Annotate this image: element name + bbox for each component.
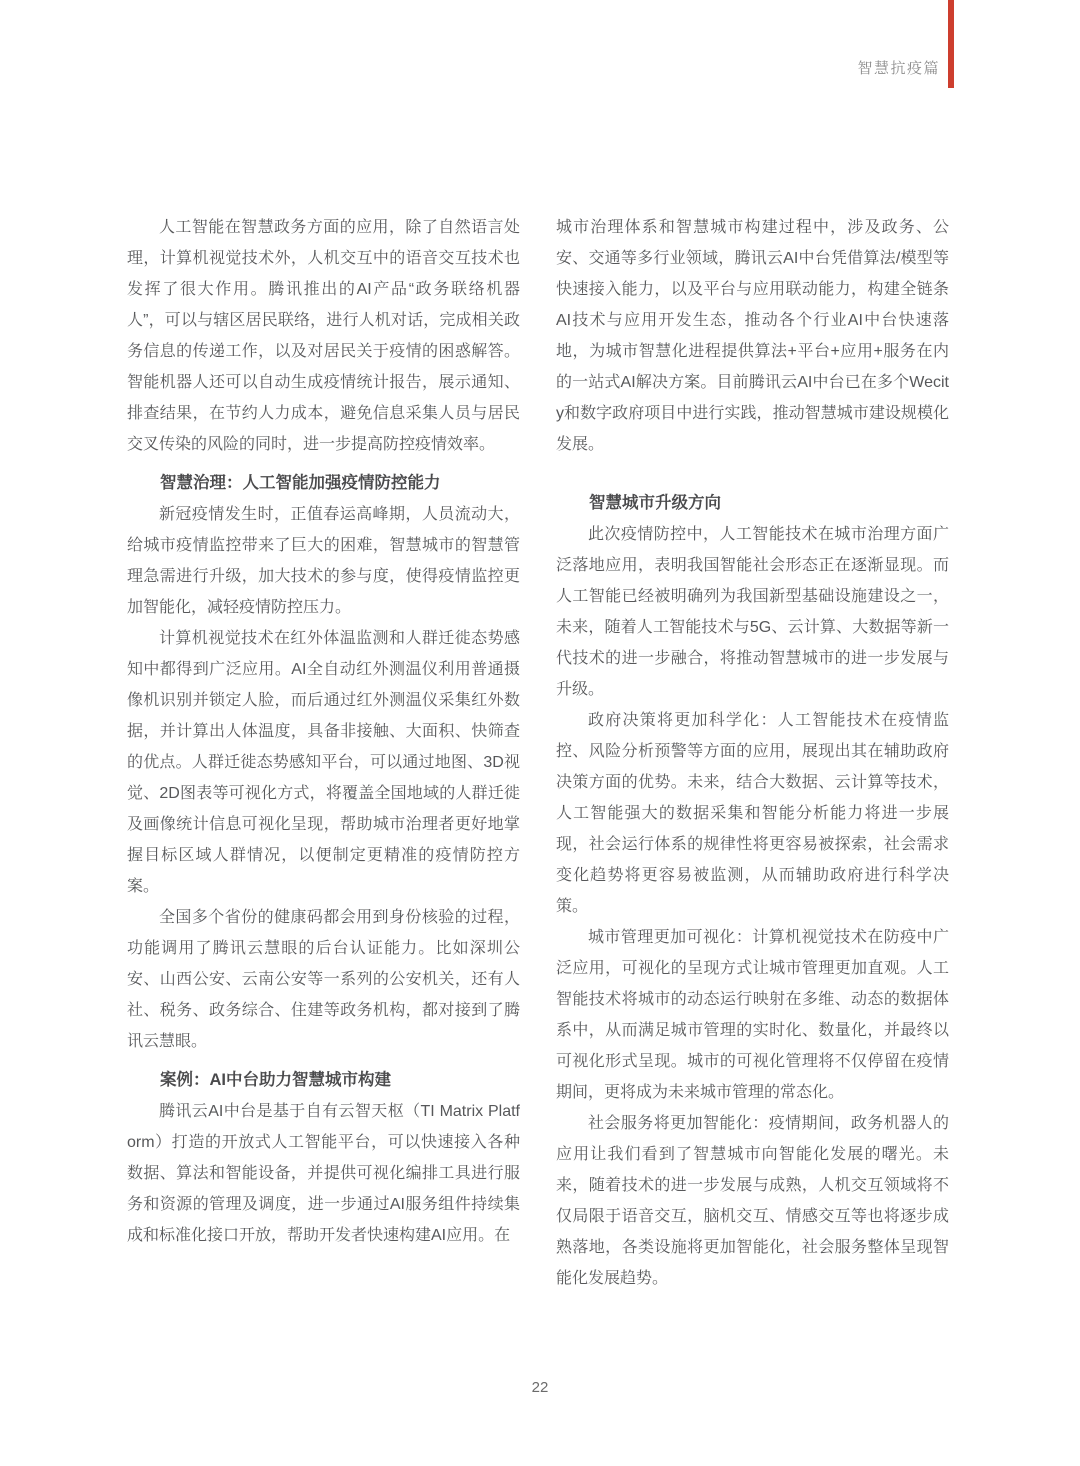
paragraph: 城市治理体系和智慧城市构建过程中，涉及政务、公安、交通等多行业领域，腾讯云AI中台凭借算法/模型等快速接入能力，以及平台与应用联动能力，构建全链条AI技术与应用开发生态，推动各个行业AI中台快速落地，为城市智慧化进程提供算法+平台+应用+服务在内的一站式AI解决方案。目前腾讯云AI中台已在多个Wecity和数字政府项目中进行实践，推动智慧城市建设规模化发展。: [556, 219, 949, 453]
section-heading: 智慧治理：人工智能加强疫情防控能力: [160, 474, 441, 492]
left-column: [127, 212, 520, 1294]
paragraph: 政府决策将更加科学化：人工智能技术在疫情监控、风险分析预警等方面的应用，展现出其在辅助政府决策方面的优势。未来，结合大数据、云计算等技术，人工智能强大的数据采集和智能分析能力将进一步展现，社会运行体系的规律性将更容易被探索，社会需求变化趋势将更容易被监测，从而辅助政府进行科学决策。: [556, 712, 949, 915]
paragraph: 人工智能在智慧政务方面的应用，除了自然语言处理，计算机视觉技术外，人机交互中的语音交互技术也发挥了很大作用。腾讯推出的AI产品“政务联络机器人”，可以与辖区居民联络，进行人机对话，完成相关政务信息的传递工作，以及对居民关于疫情的困惑解答。智能机器人还可以自动生成疫情统计报告，展示通知、排查结果，在节约人力成本，避免信息采集人员与居民交叉传染的风险的同时，进一步提高防控疫情效率。: [127, 219, 520, 453]
paragraph: 计算机视觉技术在红外体温监测和人群迁徙态势感知中都得到广泛应用。AI全自动红外测温仪利用普通摄像机识别并锁定人脸，而后通过红外测温仪采集红外数据，并计算出人体温度，具备非接触、大面积、快筛查的优点。人群迁徙态势感知平台，可以通过地图、3D视觉、2D图表等可视化方式，将覆盖全国地域的人群迁徙及画像统计信息可视化呈现，帮助城市治理者更好地掌握目标区域人群情况，以便制定更精准的疫情防控方案。: [127, 630, 520, 895]
chapter-marker-bar: [948, 0, 954, 88]
chapter-label: 智慧抗疫篇: [857, 60, 940, 77]
paragraph: 城市管理更加可视化：计算机视觉技术在防疫中广泛应用，可视化的呈现方式让城市管理更加直观。人工智能技术将城市的动态运行映射在多维、动态的数据体系中，从而满足城市管理的实时化、数量化，并最终以可视化形式呈现。城市的可视化管理将不仅停留在疫情期间，更将成为未来城市管理的常态化。: [556, 929, 949, 1101]
paragraph: 全国多个省份的健康码都会用到身份核验的过程，功能调用了腾讯云慧眼的后台认证能力。比如深圳公安、山西公安、云南公安等一系列的公安机关，还有人社、税务、政务综合、住建等政务机构，都对接到了腾讯云慧眼。: [127, 909, 520, 1050]
paragraph: 社会服务将更加智能化：疫情期间，政务机器人的应用让我们看到了智慧城市向智能化发展的曙光。未来，随着技术的进一步发展与成熟，人机交互领域将不仅局限于语音交互，脑机交互、情感交互等也将逐步成熟落地，各类设施将更加智能化，社会服务整体呈现智能化发展趋势。: [556, 1115, 949, 1287]
section-heading: 案例：AI中台助力智慧城市构建: [160, 1071, 391, 1089]
page-number: 22: [531, 1379, 549, 1396]
paragraph: 腾讯云AI中台是基于自有云智天枢（TI Matrix Platform）打造的开放式人工智能平台，可以快速接入各种数据、算法和智能设备，并提供可视化编排工具进行服务和资源的管理及调度，进一步通过AI服务组件持续集成和标准化接口开放，帮助开发者快速构建AI应用。在: [127, 1103, 520, 1244]
page-content: [127, 212, 949, 1294]
paragraph: 新冠疫情发生时，正值春运高峰期，人员流动大，给城市疫情监控带来了巨大的困难，智慧城市的智慧管理急需进行升级，加大技术的参与度，使得疫情监控更加智能化，减轻疫情防控压力。: [127, 506, 520, 616]
section-heading: 智慧城市升级方向: [589, 494, 721, 512]
right-column: [556, 212, 949, 1294]
paragraph: 此次疫情防控中，人工智能技术在城市治理方面广泛落地应用，表明我国智能社会形态正在逐渐显现。而人工智能已经被明确列为我国新型基础设施建设之一，未来，随着人工智能技术与5G、云计算、大数据等新一代技术的进一步融合，将推动智慧城市的进一步发展与升级。: [556, 526, 949, 698]
